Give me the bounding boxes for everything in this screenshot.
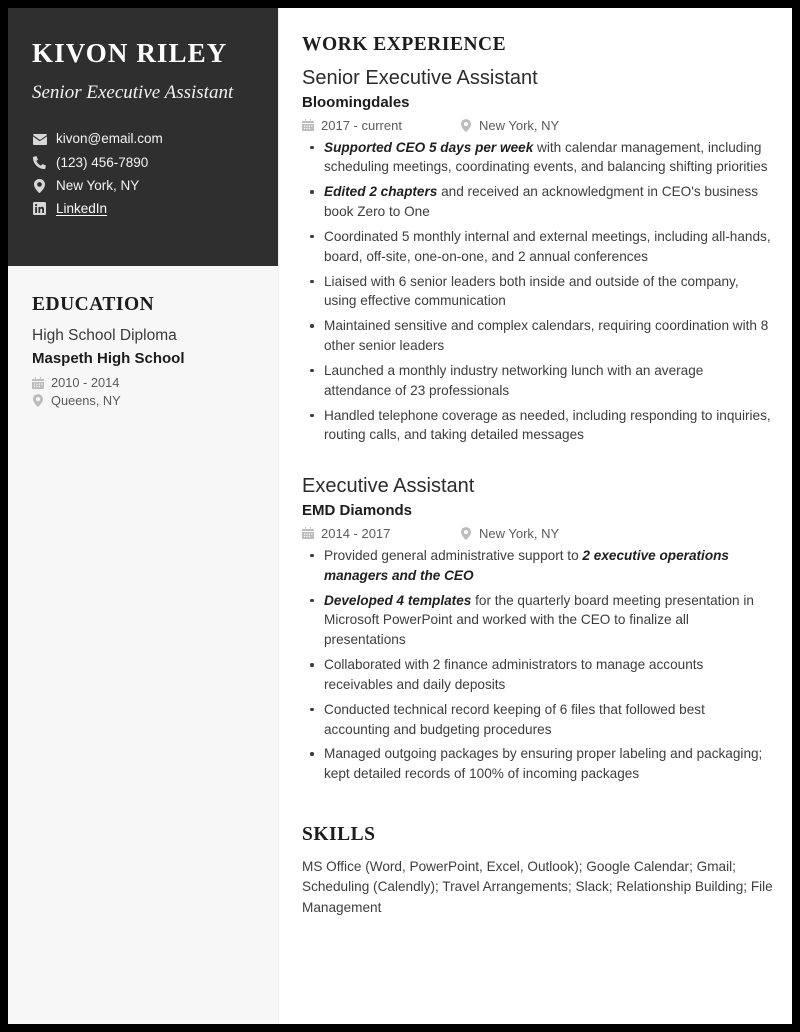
job-bullet: Supported CEO 5 days per week with calendar management, including scheduling meetings, coordinating events, and balancing shifting priorities: [302, 138, 774, 178]
location-pin-icon: [32, 178, 47, 193]
job-bullet: Launched a monthly industry networking lunch with an average attendance of 23 professionals: [302, 361, 774, 401]
phone-icon: [32, 155, 47, 170]
contact-email-text: kivon@email.com: [56, 131, 163, 147]
education-location: [32, 393, 254, 408]
sidebar: [8, 8, 279, 1024]
job-location-text: New York, NY: [479, 525, 560, 541]
job-bullet: Liaised with 6 senior leaders both inside and outside of the company, using effective communication: [302, 272, 774, 312]
skills-spacer: [302, 790, 774, 824]
education-section: [8, 266, 278, 408]
job-dates-text: 2014 - 2017: [321, 525, 391, 541]
resume-page: [8, 8, 792, 1024]
education-heading: EDUCATION: [32, 294, 155, 315]
skills-heading: SKILLS: [302, 824, 376, 846]
education-meta: [32, 375, 254, 408]
job-bullet: Developed 4 templates for the quarterly board meeting presentation in Microsoft PowerPoint and worked with the CEO to finalize all presentations: [302, 591, 774, 651]
job-title: Senior Executive Assistant: [302, 67, 538, 89]
education-location-text: Queens, NY: [51, 393, 121, 409]
job-location: [460, 526, 559, 541]
contact-email: [32, 131, 254, 147]
main-content: [279, 8, 792, 1024]
contact-phone: [32, 155, 254, 171]
job-bullets: [302, 138, 774, 446]
job-bullet: Maintained sensitive and complex calendars, requiring coordination with 8 other senior leaders: [302, 316, 774, 356]
job-dates: [302, 118, 460, 133]
education-school: Maspeth High School: [32, 349, 185, 367]
job-meta: [302, 526, 774, 541]
contact-linkedin-text[interactable]: LinkedIn: [56, 200, 108, 216]
candidate-job-title: Senior Executive Assistant: [32, 82, 234, 104]
job-entry: [302, 65, 774, 445]
job-bullet: Coordinated 5 monthly internal and external meetings, including all-hands, board, off-site, one-on-one, and 2 annual conferences: [302, 227, 774, 267]
job-dates: [302, 526, 460, 541]
education-dates-text: 2010 - 2014: [51, 375, 120, 391]
job-bullet: Edited 2 chapters and received an acknowledgment in CEO's business book Zero to One: [302, 182, 774, 222]
job-title: Executive Assistant: [302, 475, 475, 498]
job-entry: [302, 473, 774, 784]
job-meta: [302, 118, 774, 133]
job-location: [460, 118, 559, 133]
contact-list: [32, 131, 254, 217]
job-bullet: Managed outgoing packages by ensuring proper labeling and packaging; kept detailed records of 100% of incoming packages: [302, 744, 774, 784]
job-bullet: Handled telephone coverage as needed, including responding to inquiries, routing calls, and taking detailed messages: [302, 406, 774, 446]
contact-location: [32, 178, 254, 194]
calendar-icon: [32, 376, 44, 389]
location-pin-icon: [460, 119, 472, 132]
job-location-text: New York, NY: [479, 117, 560, 133]
job-company: EMD Diamonds: [302, 502, 413, 520]
calendar-icon: [302, 119, 314, 132]
calendar-icon: [302, 527, 314, 540]
linkedin-icon: [32, 201, 47, 216]
sidebar-header-panel: [8, 8, 278, 266]
skills-text: MS Office (Word, PowerPoint, Excel, Outlook); Google Calendar; Gmail; Scheduling (Calendly); Travel Arrangements; Slack; Relationship Building; File Management: [302, 859, 773, 915]
contact-location-text: New York, NY: [56, 177, 140, 193]
job-bullet: Provided general administrative support to 2 executive operations managers and the CEO: [302, 546, 774, 586]
job-bullet: Collaborated with 2 finance administrators to manage accounts receivables and daily deposits: [302, 655, 774, 695]
location-pin-icon: [460, 527, 472, 540]
job-bullet: Conducted technical record keeping of 6 files that followed best accounting and budgeting procedures: [302, 700, 774, 740]
location-pin-icon: [32, 394, 44, 407]
jobs-list: [302, 65, 774, 784]
email-icon: [32, 132, 47, 147]
job-company: Bloomingdales: [302, 94, 410, 111]
candidate-name: KIVON RILEY: [32, 38, 228, 68]
job-dates-text: 2017 - current: [321, 117, 402, 133]
work-experience-heading: WORK EXPERIENCE: [302, 34, 507, 55]
contact-phone-text: (123) 456-7890: [56, 154, 149, 170]
job-bullets: [302, 546, 774, 784]
contact-linkedin[interactable]: [32, 201, 254, 217]
education-degree: High School Diploma: [32, 327, 177, 344]
education-dates: [32, 375, 254, 390]
